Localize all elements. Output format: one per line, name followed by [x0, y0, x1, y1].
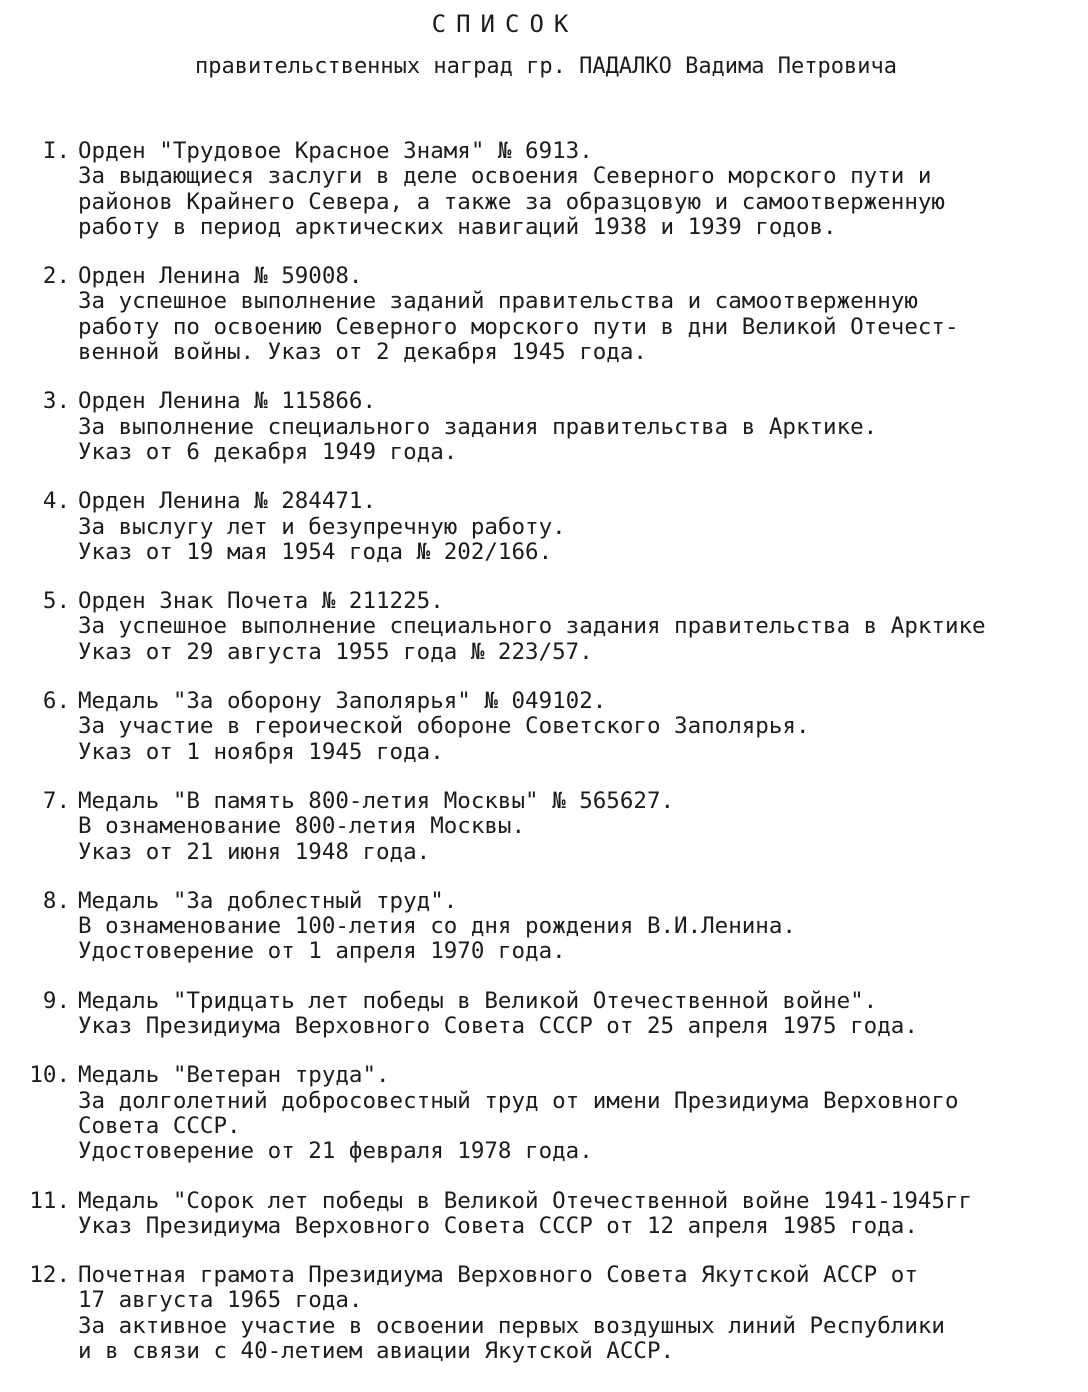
award-entry	[0, 389, 1088, 465]
award-entry	[0, 1189, 1088, 1240]
entry-number: 10.	[29, 1062, 70, 1089]
entry-line: Указ от 21 июня 1948 года.	[78, 838, 431, 865]
entry-line: За участие в героической обороне Советского Заполярья.	[78, 713, 810, 740]
entry-line: 17 августа 1965 года.	[78, 1287, 363, 1314]
award-entry	[0, 989, 1088, 1040]
entry-number: 8.	[42, 887, 70, 914]
award-entry	[0, 264, 1088, 365]
award-entry	[0, 139, 1088, 240]
award-entry	[0, 889, 1088, 965]
award-entry	[0, 689, 1088, 765]
entry-line: Орден Знак Почета № 211225.	[78, 588, 444, 615]
entry-line: районов Крайнего Севера, а также за образцовую и самоотверженную	[78, 188, 945, 215]
entry-line: Указ от 1 ноября 1945 года.	[78, 738, 444, 765]
entry-line: За долголетний добросовестный труд от имени Президиума Верховного	[78, 1087, 959, 1114]
entry-line: Указ от 29 августа 1955 года № 223/57.	[78, 638, 593, 665]
entry-number: 5.	[42, 588, 70, 615]
award-entry	[0, 489, 1088, 565]
entry-line: Совета СССР.	[78, 1112, 241, 1139]
entry-number: 6.	[42, 688, 70, 715]
entry-line: венной войны. Указ от 2 декабря 1945 года.	[78, 339, 647, 366]
award-entry	[0, 789, 1088, 865]
entry-number: 9.	[42, 987, 70, 1014]
entry-number: 11.	[29, 1187, 70, 1214]
entry-line: Медаль "За доблестный труд".	[78, 887, 458, 914]
entry-line: Медаль "Ветеран труда".	[78, 1062, 390, 1089]
entry-line: Указ Президиума Верховного Совета СССР от 25 апреля 1975 года.	[78, 1013, 918, 1040]
entry-line: За успешное выполнение заданий правительства и самоотверженную	[78, 288, 918, 315]
entry-line: Указ от 6 декабря 1949 года.	[78, 438, 458, 465]
entry-line: За выдающиеся заслуги в деле освоения Северного морского пути и	[78, 163, 932, 190]
entry-line: Орден Ленина № 284471.	[78, 488, 377, 515]
award-entry	[0, 1063, 1088, 1164]
entry-line: работу по освоению Северного морского пути в дни Великой Отечест-	[78, 313, 959, 340]
entry-line: Орден "Трудовое Красное Знамя" № 6913.	[78, 138, 593, 164]
entry-number: 4.	[42, 488, 70, 515]
award-entry	[0, 1263, 1088, 1364]
entry-line: За успешное выполнение специального задания правительства в Арктике	[78, 613, 986, 640]
document-title: СПИСОК	[431, 10, 579, 38]
entry-line: Почетная грамота Президиума Верховного Совета Якутской АССР от	[78, 1262, 918, 1289]
entry-line: Медаль "В память 800-летия Москвы" № 565627.	[78, 787, 675, 814]
entry-line: Орден Ленина № 59008.	[78, 263, 363, 290]
entry-line: работу в период арктических навигаций 1938 и 1939 годов.	[78, 213, 837, 240]
entry-line: За выполнение специального задания правительства в Арктике.	[78, 413, 878, 440]
entry-number: 2.	[42, 263, 70, 290]
entry-line: За выслугу лет и безупречную работу.	[78, 513, 566, 540]
entry-number: 7.	[42, 787, 70, 814]
entry-line: Орден Ленина № 115866.	[78, 388, 377, 415]
entry-line: В ознаменование 800-летия Москвы.	[78, 813, 526, 840]
entry-line: За активное участие в освоении первых воздушных линий Республики	[78, 1312, 945, 1339]
document-subtitle: правительственных наград гр. ПАДАЛКО Вадима Петровича	[195, 54, 897, 79]
entry-number: I.	[42, 138, 70, 164]
entry-number: 3.	[42, 388, 70, 415]
entry-line: Медаль "Сорок лет победы в Великой Отечественной войне 1941-1945гг	[78, 1187, 973, 1214]
entry-line: Указ Президиума Верховного Совета СССР от 12 апреля 1985 года.	[78, 1212, 918, 1239]
entry-line: Указ от 19 мая 1954 года № 202/166.	[78, 538, 553, 565]
entry-number: 12.	[29, 1262, 70, 1289]
awards-list	[0, 139, 1088, 1364]
entry-line: Удостоверение от 1 апреля 1970 года.	[78, 938, 566, 965]
entry-line: и в связи с 40-летием авиации Якутской АССР.	[78, 1337, 675, 1364]
award-entry	[0, 589, 1088, 665]
entry-line: В ознаменование 100-летия со дня рождения В.И.Ленина.	[78, 913, 796, 940]
entry-line: Удостоверение от 21 февраля 1978 года.	[78, 1138, 593, 1165]
entry-line: Медаль "Тридцать лет победы в Великой Отечественной войне".	[78, 987, 878, 1014]
entry-line: Медаль "За оборону Заполярья" № 049102.	[78, 688, 607, 715]
